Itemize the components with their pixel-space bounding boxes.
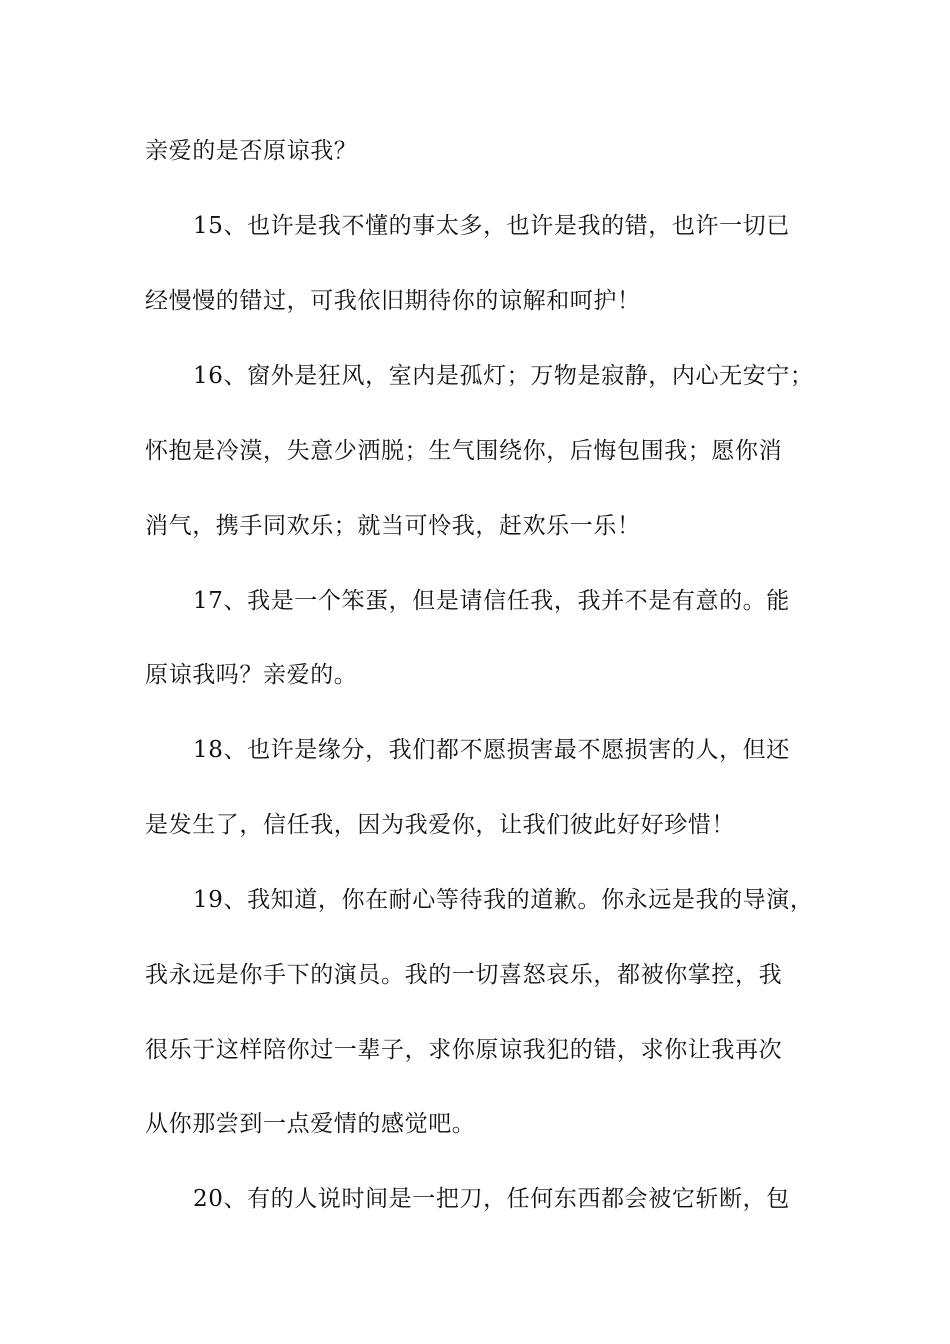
text-line-5: 怀抱是冷漠，失意少洒脱；生气围绕你，后悔包围我；愿你消 — [145, 438, 783, 464]
text-line-12: 我永远是你手下的演员。我的一切喜怒哀乐，都被你掌控，我 — [145, 962, 783, 988]
text-line-1: 亲爱的是否原谅我？ — [145, 138, 358, 164]
text-line-15: 20、有的人说时间是一把刀，任何东西都会被它斩断，包 — [193, 1186, 790, 1212]
text-line-14: 从你那尝到一点爱情的感觉吧。 — [145, 1111, 476, 1137]
text-line-10: 是发生了，信任我，因为我爱你，让我们彼此好好珍惜！ — [145, 812, 735, 838]
text-line-8: 原谅我吗？亲爱的。 — [145, 662, 358, 688]
text-line-9: 18、也许是缘分，我们都不愿损害最不愿损害的人，但还 — [193, 737, 790, 763]
text-line-7: 17、我是一个笨蛋，但是请信任我，我并不是有意的。能 — [193, 588, 790, 614]
text-line-2: 15、也许是我不懂的事太多，也许是我的错，也许一切已 — [193, 213, 790, 239]
text-line-13: 很乐于这样陪你过一辈子，求你原谅我犯的错，求你让我再次 — [145, 1037, 783, 1063]
text-line-6: 消气，携手同欢乐；就当可怜我，赶欢乐一乐！ — [145, 513, 641, 539]
text-line-3: 经慢慢的错过，可我依旧期待你的谅解和呵护！ — [145, 288, 641, 314]
text-line-11: 19、我知道，你在耐心等待我的道歉。你永远是我的导演， — [193, 887, 814, 913]
text-line-4: 16、窗外是狂风，室内是孤灯；万物是寂静，内心无安宁； — [193, 363, 814, 389]
